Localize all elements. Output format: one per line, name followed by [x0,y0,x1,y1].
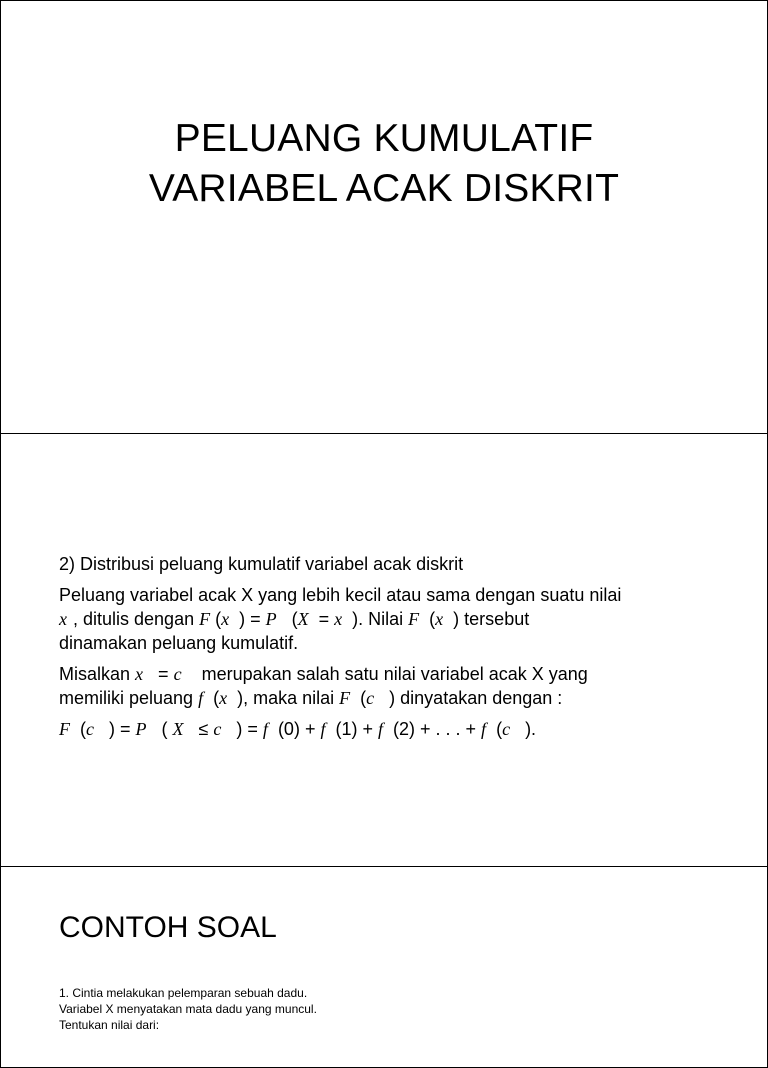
section-heading: 2) Distribusi peluang kumulatif variabel acak diskrit [59,554,464,574]
paragraph-2-suffix: merupakan salah satu nilai variabel acak X yang [201,664,588,684]
text-nilai: . Nilai [358,609,404,629]
formula-line: F (c ) = P ( X ≤ c ) = f (0) + f (1) + f (2) + . . . + f (c ). [59,719,537,739]
text-maka: , maka nilai [243,688,335,708]
slide-title [0,0,768,434]
paragraph-1 [59,583,719,655]
paragraph-2-prefix: memiliki peluang [59,688,194,708]
paragraph-1-line-2: x , ditulis dengan F (x ) = P (X = x ). Nilai F (x ) tersebut [59,609,530,629]
slide-example [0,866,768,1068]
paragraph-2-line-2: memiliki peluang f (x ), maka nilai F (c ) dinyatakan dengan : [59,688,563,708]
text-tersebut: tersebut [464,609,530,629]
paragraph-1-line-1: Peluang variabel acak X yang lebih kecil atau sama dengan suatu nilai [59,585,622,605]
example-line-1: 1. Cintia melakukan pelemparan sebuah dadu. [59,986,308,1000]
title-line-2: VARIABEL ACAK DISKRIT [148,167,620,210]
paragraph-2 [59,662,719,710]
title-line-1: PELUANG KUMULATIF [174,117,594,160]
title-block [1,114,767,214]
example-body [59,985,317,1033]
text-ditulis: , ditulis dengan [73,609,195,629]
text-misalkan: Misalkan [59,664,131,684]
definition-body [59,552,719,748]
example-heading: CONTOH SOAL [59,911,277,944]
example-line-2: Variabel X menyatakan mata dadu yang muncul. [59,1002,317,1016]
paragraph-2-line-1: Misalkan x = c merupakan salah satu nilai variabel acak X yang [59,664,588,684]
paragraph-1-line-3: dinamakan peluang kumulatif. [59,633,299,653]
slide-definition [0,433,768,867]
paragraph-2-line-2-suffix: dinyatakan dengan : [400,688,563,708]
example-line-3: Tentukan nilai dari: [59,1018,160,1032]
